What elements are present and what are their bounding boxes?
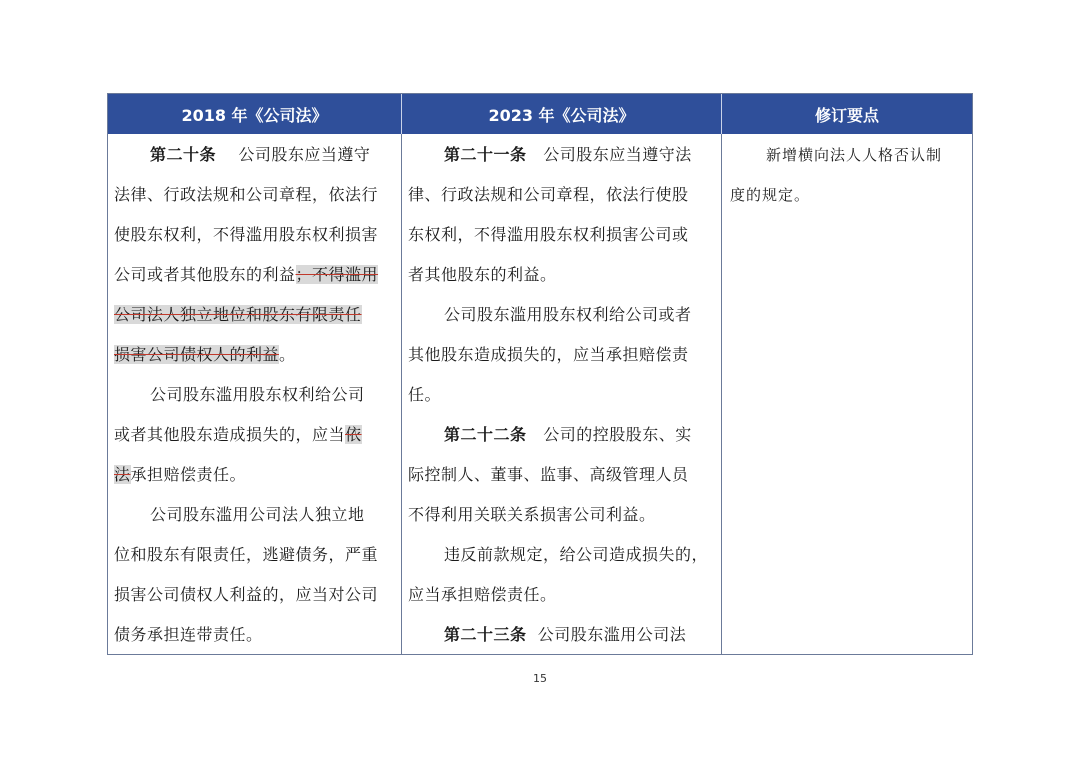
text-line: 损害公司债权人的利益。 (114, 345, 296, 364)
column-2018-law (108, 134, 402, 654)
header-2018-law: 2018 年《公司法》 (108, 94, 402, 134)
text-line (114, 296, 362, 334)
deleted-text: 依 (345, 425, 362, 444)
text-line: 者其他股东的利益。 (408, 265, 557, 284)
text-line: 第二十一条 公司股东应当遵守法 (444, 145, 692, 164)
text-line: 法律、行政法规和公司章程，依法行 (114, 185, 379, 204)
deleted-text: 损害公司债权人的利益 (114, 345, 280, 364)
text-line: 债务承担连带责任。 (114, 625, 263, 644)
page-number: 15 (533, 672, 547, 685)
deleted-text: ；不得滥用 (295, 265, 379, 284)
text-line: 或者其他股东造成损失的，应当依 (114, 425, 362, 444)
text-line: 损害公司债权人利益的，应当对公司 (114, 585, 379, 604)
text-line: 违反前款规定，给公司造成损失的， (444, 545, 709, 564)
text-line: 新增横向法人人格否认制 (766, 146, 943, 164)
column-revision-points (722, 134, 972, 654)
text-line: 不得利用关联关系损害公司利益。 (408, 505, 656, 524)
text-line: 第二十条 公司股东应当遵守 (150, 145, 371, 164)
article-title: 第二十条 (150, 145, 217, 164)
text-line: 使股东权利，不得滥用股东权利损害 (114, 225, 379, 244)
text-line: 第二十三条 公司股东滥用公司法 (444, 625, 687, 644)
text-line: 公司股东滥用股东权利给公司或者 (444, 305, 692, 324)
text-line: 公司股东滥用股东权利给公司 (150, 385, 365, 404)
text-line: 其他股东造成损失的，应当承担赔偿责 (408, 345, 689, 364)
text-line: 第二十二条 公司的控股股东、实 (444, 425, 692, 444)
text-line: 位和股东有限责任，逃避债务，严重 (114, 545, 379, 564)
text-line: 应当承担赔偿责任。 (408, 585, 557, 604)
deleted-text: 法 (114, 465, 131, 484)
article-title: 第二十二条 (444, 425, 527, 444)
header-2023-law: 2023 年《公司法》 (402, 94, 722, 134)
column-2023-law (402, 134, 722, 654)
text-line: 际控制人、董事、监事、高级管理人员 (408, 465, 689, 484)
article-title: 第二十三条 (444, 625, 527, 644)
text-line: 公司股东滥用公司法人独立地 (150, 505, 365, 524)
article-title: 第二十一条 (444, 145, 527, 164)
text-line: 法承担赔偿责任。 (114, 465, 247, 484)
text-line: 东权利，不得滥用股东权利损害公司或 (408, 225, 689, 244)
deleted-text: 公司法人独立地位和股东有限责任 (114, 305, 362, 324)
comparison-table (107, 93, 973, 655)
text-line: 任。 (408, 385, 442, 404)
text-line: 律、行政法规和公司章程，依法行使股 (408, 185, 689, 204)
header-revision-points: 修订要点 (722, 94, 972, 134)
text-line: 度的规定。 (730, 186, 811, 204)
text-line: 公司或者其他股东的利益；不得滥用 (114, 265, 379, 284)
